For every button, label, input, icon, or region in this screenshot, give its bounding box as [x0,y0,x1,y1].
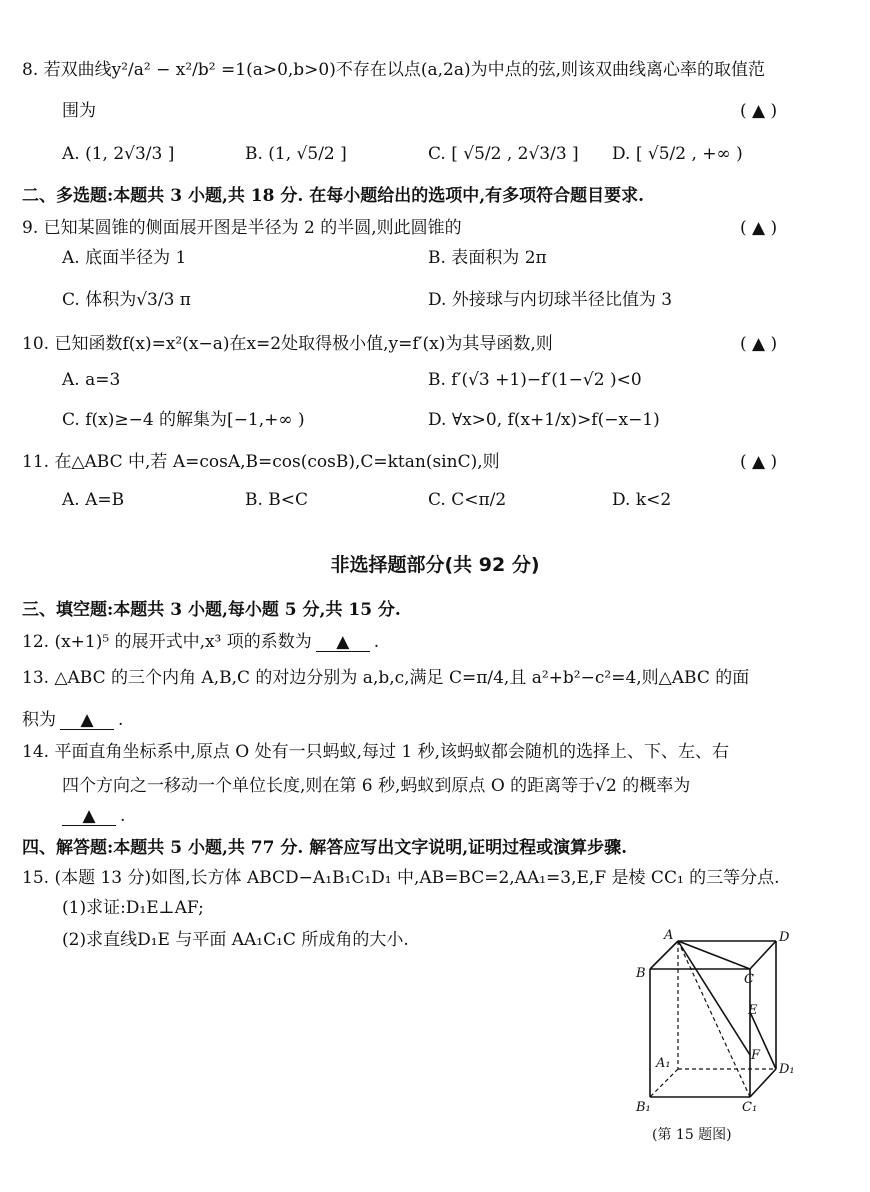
q9-answer-blank: ( ▲ ) [740,218,778,238]
nonchoice-section-title: 非选择题部分(共 92 分) [330,554,540,576]
q9-option-a: A. 底面半径为 1 [62,248,187,268]
q12-answer-blank: ▲ [316,633,370,652]
section-heading-fill-in: 三、填空题:本题共 3 小题,每小题 5 分,共 15 分. [22,600,401,620]
q10-option-c: C. f(x)≥−4 的解集为[−1,+∞ ) [62,410,305,430]
figure-label-c: C [744,972,754,987]
q13-period: . [118,710,124,730]
q15-stem: 15. (本题 13 分)如图,长方体 ABCD−A₁B₁C₁D₁ 中,AB=BC=2,AA₁=3,E,F 是棱 CC₁ 的三等分点. [22,868,780,888]
q8-option-a: A. (1, 2√3/3 ] [62,144,175,164]
q12-line [22,630,379,654]
q8-stem-line2: 围为 [62,101,96,121]
q14-stem-line2: 四个方向之一移动一个单位长度,则在第 6 秒,蚂蚁到原点 O 的距离等于√2 的概率为 [62,776,691,796]
q8-stem-line1: 8. 若双曲线y²/a² − x²/b² =1(a>0,b>0)不存在以点(a,2a)为中点的弦,则该双曲线离心率的取值范 [22,60,766,80]
q10-stem: 10. 已知函数f(x)=x²(x−a)在x=2处取得极小值,y=f′(x)为其导函数,则 [22,334,553,354]
q9-option-b: B. 表面积为 2π [428,248,547,268]
q10-option-d: D. ∀x>0, f(x+1/x)>f(−x−1) [428,410,660,430]
q14-period: . [120,806,126,826]
q9-stem: 9. 已知某圆锥的侧面展开图是半径为 2 的半圆,则此圆锥的 [22,218,462,238]
figure-label-c1: C₁ [742,1100,758,1115]
figure-label-e: E [748,1003,758,1018]
q13-stem-line1: 13. △ABC 的三个内角 A,B,C 的对边分别为 a,b,c,满足 C=π/4,且 a²+b²−c²=4,则△ABC 的面 [22,668,750,688]
q11-stem: 11. 在△ABC 中,若 A=cosA,B=cos(cosB),C=ktan(sinC),则 [22,452,500,472]
q12-stem: 12. (x+1)⁵ 的展开式中,x³ 项的系数为 [22,632,312,652]
q11-option-b: B. B<C [245,490,309,510]
q11-option-c: C. C<π/2 [428,490,507,510]
q11-answer-blank: ( ▲ ) [740,452,778,472]
section-heading-multiple-choice: 二、多选题:本题共 3 小题,共 18 分. 在每小题给出的选项中,有多项符合题目要求. [22,186,645,206]
q13-answer-blank: ▲ [60,711,114,730]
q12-period: . [373,632,380,652]
q10-option-a: A. a=3 [62,370,121,390]
q14-stem-line1: 14. 平面直角坐标系中,原点 O 处有一只蚂蚁,每过 1 秒,该蚂蚁都会随机的选择上、下、左、右 [22,742,730,762]
q14-answer-blank: ▲ [62,807,116,826]
q8-option-d: D. [ √5/2 , +∞ ) [612,144,743,164]
figure-label-a: A [664,928,674,943]
q9-option-c: C. 体积为√3/3 π [62,290,191,310]
q14-line3 [62,804,125,828]
q10-answer-blank: ( ▲ ) [740,334,778,354]
figure-caption: (第 15 题图) [652,1127,732,1143]
figure-label-b1: B₁ [636,1100,651,1115]
q8-option-b: B. (1, √5/2 ] [245,144,347,164]
q9-option-d: D. 外接球与内切球半径比值为 3 [428,290,673,310]
q13-stem-line2: 积为 [22,710,56,730]
section-heading-solution: 四、解答题:本题共 5 小题,共 77 分. 解答应写出文字说明,证明过程或演算步骤. [22,838,628,858]
figure-label-d: D [779,930,790,945]
q10-option-b: B. f′(√3 +1)−f′(1−√2 )<0 [428,370,642,390]
q15-part1: (1)求证:D₁E⊥AF; [62,898,204,918]
q15-part2: (2)求直线D₁E 与平面 AA₁C₁C 所成角的大小. [62,930,409,950]
q13-line2 [22,708,123,732]
q8-answer-blank: ( ▲ ) [740,101,778,121]
figure-label-b: B [636,966,646,981]
figure-label-f: F [751,1048,761,1063]
cuboid-figure [620,925,800,1125]
figure-label-a1: A₁ [656,1056,671,1071]
figure-label-d1: D₁ [779,1062,795,1077]
q11-option-a: A. A=B [62,490,125,510]
q8-option-c: C. [ √5/2 , 2√3/3 ] [428,144,579,164]
q11-option-d: D. k<2 [612,490,672,510]
